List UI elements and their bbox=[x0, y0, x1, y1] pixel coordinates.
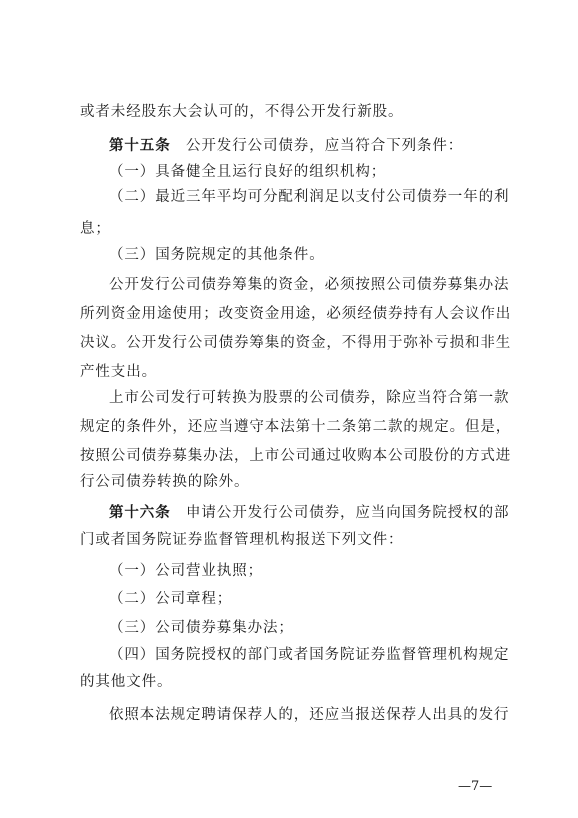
body-line bbox=[109, 618, 578, 638]
body-line bbox=[80, 102, 578, 122]
article-number: 第十五条 bbox=[109, 138, 171, 154]
body-line bbox=[109, 187, 578, 207]
body-line bbox=[80, 446, 578, 466]
body-line bbox=[109, 705, 578, 725]
line-text: 所列资金用途使用；改变资金用途，必须经债券持有人会议作出 bbox=[80, 306, 512, 322]
line-text: 的其他文件。 bbox=[80, 674, 173, 690]
line-text: （三）国务院规定的其他条件。 bbox=[109, 247, 325, 263]
body-line bbox=[80, 530, 578, 550]
line-text: 决议。公开发行公司债券筹集的资金，不得用于弥补亏损和非生 bbox=[80, 335, 512, 351]
body-line bbox=[109, 275, 578, 295]
body-line bbox=[80, 672, 578, 692]
line-text: 公开发行公司债券，应当符合下列条件： bbox=[170, 138, 464, 154]
line-text: （一）具备健全且运行良好的组织机构； bbox=[109, 164, 387, 180]
body-line bbox=[109, 245, 578, 265]
body-line bbox=[80, 417, 578, 437]
body-line bbox=[109, 645, 578, 665]
body-line bbox=[80, 333, 578, 353]
body-line bbox=[109, 561, 578, 581]
line-text: （二）公司章程； bbox=[109, 591, 233, 607]
body-line bbox=[80, 304, 578, 324]
page-number: —7— bbox=[458, 779, 493, 794]
article-heading-line bbox=[109, 136, 578, 156]
body-line bbox=[80, 472, 578, 492]
line-text: 门或者国务院证券监督管理机构报送下列文件： bbox=[80, 532, 404, 548]
line-text: 上市公司发行可转换为股票的公司债券，除应当符合第一款 bbox=[109, 390, 510, 406]
line-text: 申请公开发行公司债券，应当向国务院授权的部 bbox=[170, 505, 510, 521]
line-text: 产性支出。 bbox=[80, 364, 157, 380]
line-text: （二）最近三年平均可分配利润足以支付公司债券一年的利 bbox=[109, 189, 510, 205]
body-line bbox=[80, 362, 578, 382]
line-text: 按照公司债券募集办法，上市公司通过收购本公司股份的方式进 bbox=[80, 448, 512, 464]
line-text: （一）公司营业执照； bbox=[109, 563, 263, 579]
line-text: 或者未经股东大会认可的，不得公开发行新股。 bbox=[80, 104, 404, 120]
article-heading-line bbox=[109, 503, 578, 523]
line-text: 公开发行公司债券筹集的资金，必须按照公司债券募集办法 bbox=[109, 277, 510, 293]
line-text: （三）公司债券募集办法； bbox=[109, 620, 294, 636]
line-text: （四）国务院授权的部门或者国务院证券监督管理机构规定 bbox=[109, 647, 510, 663]
body-line bbox=[80, 219, 578, 239]
body-line bbox=[109, 162, 578, 182]
body-line bbox=[109, 589, 578, 609]
line-text: 息； bbox=[80, 221, 111, 237]
body-line bbox=[109, 388, 578, 408]
line-text: 行公司债券转换的除外。 bbox=[80, 474, 250, 490]
line-text: 规定的条件外，还应当遵守本法第十二条第二款的规定。但是， bbox=[80, 419, 512, 435]
line-text: 依照本法规定聘请保荐人的，还应当报送保荐人出具的发行 bbox=[109, 707, 510, 723]
article-number: 第十六条 bbox=[109, 505, 171, 521]
